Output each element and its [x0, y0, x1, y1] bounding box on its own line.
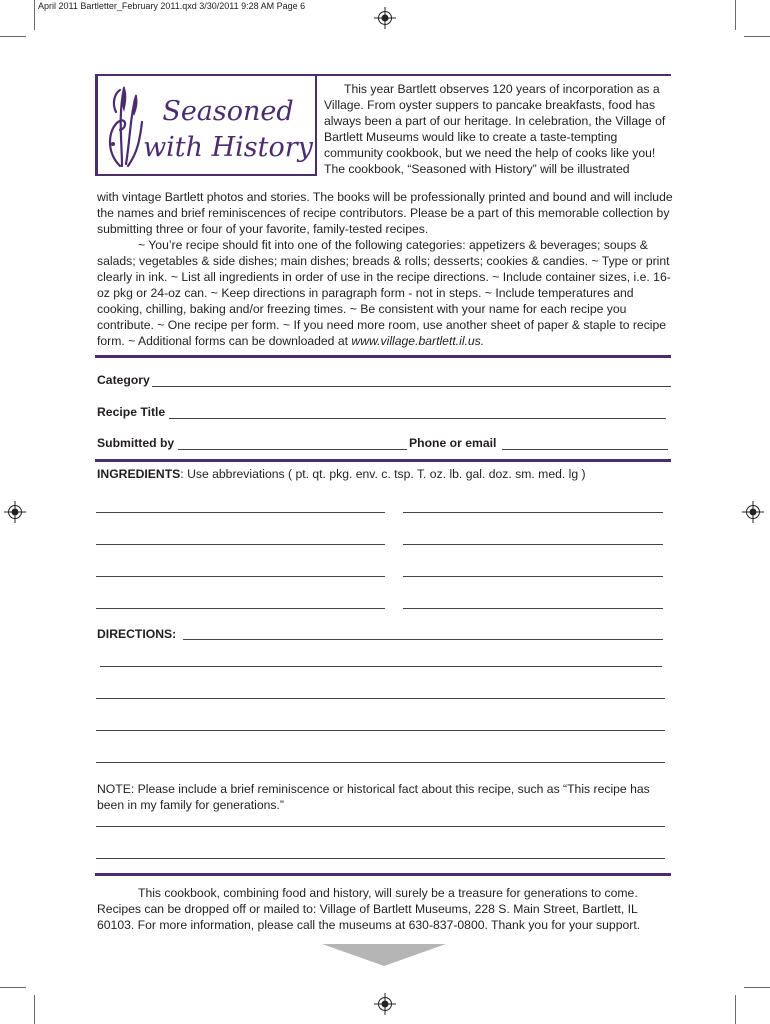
ingredients-label: INGREDIENTS [97, 467, 181, 481]
crop-mark-top-right [735, 0, 736, 30]
ingredient-line[interactable] [96, 512, 385, 513]
crop-mark-bottom-left [34, 995, 35, 1024]
note-line[interactable] [96, 858, 665, 859]
submitted-by-field[interactable] [178, 449, 407, 450]
crop-mark-top-right-h [744, 36, 770, 37]
recipe-title-label: Recipe Title [97, 405, 166, 419]
crop-mark-bottom-right-h [744, 987, 770, 988]
note-text: NOTE: Please include a brief reminiscence or historical fact about this recipe, such as “This recipe has been in my family for generations.” [97, 782, 650, 812]
category-label: Category [97, 373, 150, 387]
crop-mark-bottom-right [735, 995, 736, 1024]
directions-line[interactable] [183, 639, 663, 640]
section-divider [95, 459, 671, 462]
intro-continued [97, 189, 673, 237]
website-url[interactable]: www.village.bartlett.il.us. [351, 334, 485, 348]
print-slug: April 2011 Bartletter_February 2011.qxd 3/30/2011 9:28 AM Page 6 [38, 1, 306, 11]
registration-mark-icon [742, 501, 764, 523]
intro-second-start: The cookbook, “Seasoned with History” will be illustrated [324, 162, 630, 176]
directions-line[interactable] [96, 698, 665, 699]
ingredients-heading [97, 467, 586, 481]
registration-mark-icon [374, 7, 396, 29]
logo-title-line1: Seasoned [162, 96, 294, 127]
directions-label: DIRECTIONS: [97, 627, 177, 641]
ingredient-line[interactable] [403, 576, 663, 577]
ingredient-line[interactable] [96, 576, 385, 577]
ingredients-hint: : Use abbreviations ( pt. qt. pkg. env. c. tsp. T. oz. lb. gal. doz. sm. med. lg ) [180, 467, 586, 481]
directions-line[interactable] [100, 666, 662, 667]
directions-line[interactable] [96, 730, 665, 731]
crop-mark-bottom-left-h [0, 987, 26, 988]
ingredient-line[interactable] [96, 608, 385, 609]
phone-email-label: Phone or email [409, 436, 497, 450]
header-rule [317, 74, 671, 76]
registration-mark-icon [374, 993, 396, 1015]
phone-email-field[interactable] [502, 449, 668, 450]
ingredient-line[interactable] [403, 608, 663, 609]
section-divider [95, 873, 671, 876]
recipe-title-field[interactable] [169, 418, 666, 419]
cookbook-logo [95, 74, 317, 176]
note-line[interactable] [96, 826, 665, 827]
page-tab-triangle [322, 944, 446, 966]
intro-lead: This year Bartlett observes 120 years of incorporation as a Village. From oyster suppers to pancake breakfasts, food has always been a part of our heritage. In celebration, the Village of Bartlett Museums would like to create a taste-tempting community cookbook, but we need the help of cooks like you! [324, 82, 666, 160]
intro-paragraph [324, 81, 670, 177]
ingredient-line[interactable] [403, 512, 663, 513]
crop-mark-top-left [34, 0, 35, 30]
recipe-rules [97, 237, 673, 349]
recipe-rules-text: ~ You’re recipe should fit into one of the following categories: appetizers & beverages; soups & salads; vegetables & side dishes; main dishes; breads & rolls; desserts; cookies & candies. ~ Type or print clearly in ink. ~ List all ingredients in order of use in the recipe directions. ~ Include container sizes, i.e. 16-oz pkg or 24-oz can. ~ Keep directions in paragraph form - not in steps. ~ Include temperatures and cooking, chilling, baking and/or freezing times. ~ Be consistent with your name for each recipe you contribute. ~ One recipe per form. ~ If you need more room, use another sheet of paper & staple to recipe form. ~ Additional forms can be downloaded at [97, 238, 671, 348]
ingredient-line[interactable] [403, 544, 663, 545]
registration-mark-icon [4, 501, 26, 523]
directions-line[interactable] [96, 762, 665, 763]
section-divider [95, 355, 671, 358]
logo-title [138, 94, 318, 166]
intro-second-rest: with vintage Bartlett photos and stories. The books will be professionally printed and bound and will include the names and brief reminiscences of recipe contributors. Please be a part of this memorable collection by submitting three or four of your favorite, family-tested recipes. [97, 190, 673, 236]
logo-title-line2: with History [143, 132, 313, 163]
category-field[interactable] [152, 386, 671, 387]
footer-text: This cookbook, combining food and history, will surely be a treasure for generations to come. Recipes can be dropped off or mailed to: Village of Bartlett Museums, 228 S. Main Street, Bartlett, IL 60103. For more information, please call the museums at 630-837-0800. Thank you for your support. [97, 886, 641, 932]
crop-mark-top-left-h [0, 36, 26, 37]
ingredient-line[interactable] [96, 544, 385, 545]
submitted-by-label: Submitted by [97, 436, 175, 450]
